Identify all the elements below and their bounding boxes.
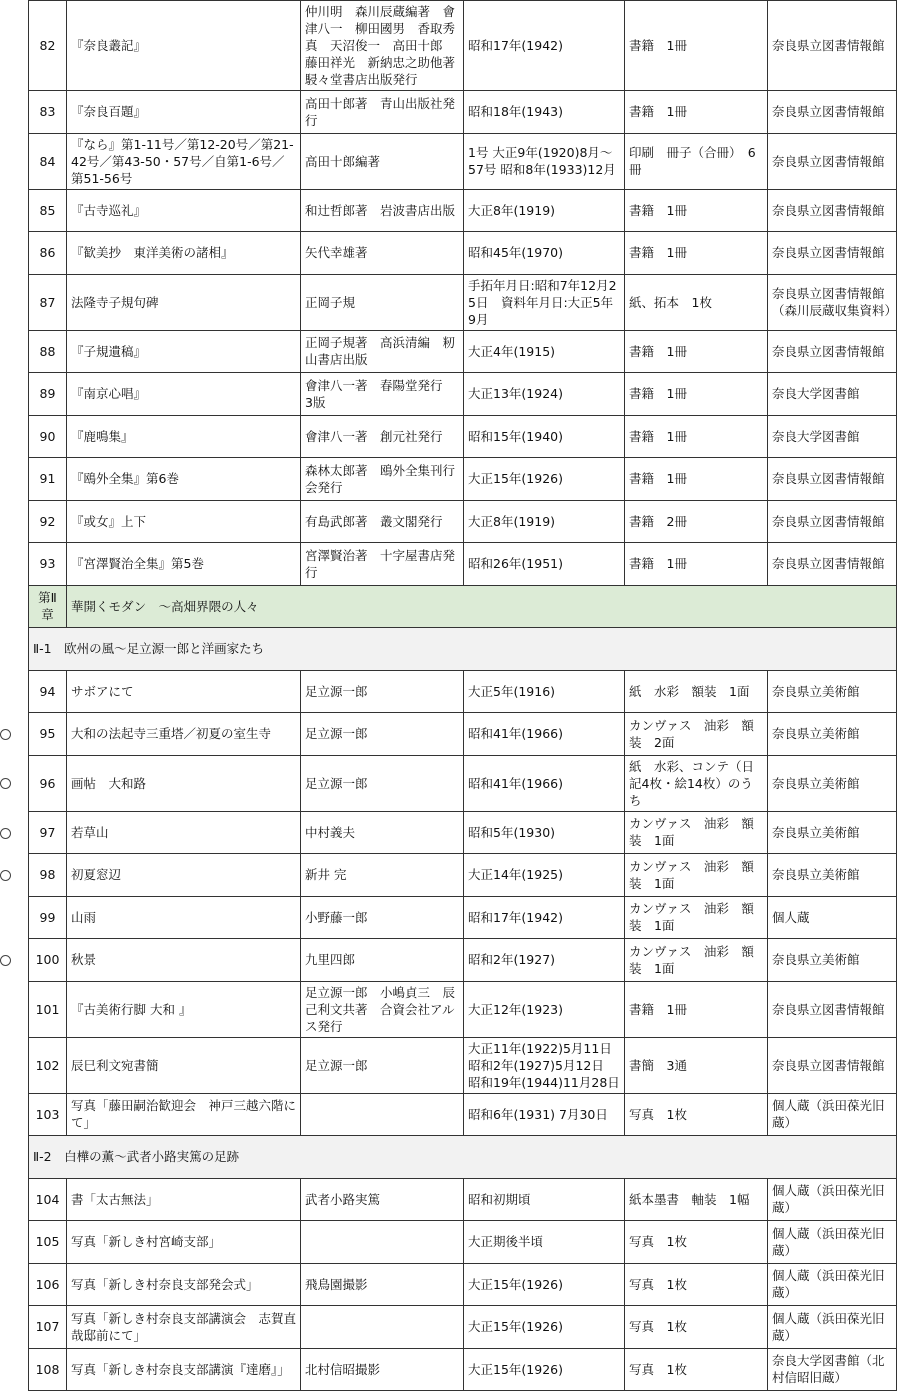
item-material: 書籍 1冊 xyxy=(625,1,768,91)
item-date: 大正15年(1926) xyxy=(464,1348,625,1391)
item-author xyxy=(301,1306,464,1349)
item-owner: 奈良県立美術館 xyxy=(768,713,897,756)
item-owner: 奈良県立図書情報館 xyxy=(768,330,897,373)
item-author: 九里四郎 xyxy=(301,939,464,982)
item-date: 大正15年(1926) xyxy=(464,1306,625,1349)
item-material: 紙、拓本 1枚 xyxy=(625,274,768,330)
item-author: 會津八一著 春陽堂発行 3版 xyxy=(301,373,464,416)
item-title: 『古美術行脚 大和 』 xyxy=(67,981,301,1037)
item-title: 大和の法起寺三重塔／初夏の室生寺 xyxy=(67,713,301,756)
item-date: 昭和15年(1940) xyxy=(464,415,625,458)
item-number: 97 xyxy=(29,811,67,854)
item-number: 100 xyxy=(29,939,67,982)
table-row xyxy=(29,670,897,713)
item-date: 大正12年(1923) xyxy=(464,981,625,1037)
item-title: 写真「新しき村奈良支部講演会 志賀直哉邸前にて」 xyxy=(67,1306,301,1349)
item-number: 85 xyxy=(29,189,67,232)
item-number: 107 xyxy=(29,1306,67,1349)
item-material: カンヴァス 油彩 額装 1面 xyxy=(625,854,768,897)
table-row xyxy=(29,755,897,811)
item-owner: 奈良県立図書情報館 xyxy=(768,458,897,501)
item-number: 101 xyxy=(29,981,67,1037)
table-row xyxy=(29,981,897,1037)
item-number: 96 xyxy=(29,755,67,811)
section-title: Ⅱ-2 白樺の薫〜武者小路実篤の足跡 xyxy=(29,1136,897,1179)
item-material: 写真 1枚 xyxy=(625,1306,768,1349)
item-author: 小野藤一郎 xyxy=(301,896,464,939)
item-material: 紙 水彩 額装 1面 xyxy=(625,670,768,713)
table-row xyxy=(29,1,897,91)
item-author: 正岡子規著 高浜清編 籾山書店出版 xyxy=(301,330,464,373)
item-number: 99 xyxy=(29,896,67,939)
item-owner: 奈良県立図書情報館 xyxy=(768,981,897,1037)
table-row xyxy=(29,330,897,373)
item-owner: 奈良県立美術館 xyxy=(768,811,897,854)
item-author xyxy=(301,1221,464,1264)
item-owner: 個人蔵（浜田葆光旧蔵） xyxy=(768,1263,897,1306)
item-title: 書「太古無法」 xyxy=(67,1178,301,1221)
item-material: 写真 1枚 xyxy=(625,1093,768,1136)
item-author: 飛鳥園撮影 xyxy=(301,1263,464,1306)
item-owner: 奈良県立図書情報館 xyxy=(768,133,897,189)
item-title: サボアにて xyxy=(67,670,301,713)
item-date: 昭和2年(1927) xyxy=(464,939,625,982)
item-title: 『鹿鳴集』 xyxy=(67,415,301,458)
item-title: 写真「新しき村奈良支部発会式」 xyxy=(67,1263,301,1306)
item-title: 『南京心唱』 xyxy=(67,373,301,416)
table-row xyxy=(29,811,897,854)
item-author: 新井 完 xyxy=(301,854,464,897)
table-row xyxy=(29,91,897,134)
item-date: 昭和17年(1942) xyxy=(464,1,625,91)
item-title: 法隆寺子規句碑 xyxy=(67,274,301,330)
item-material: 写真 1枚 xyxy=(625,1263,768,1306)
item-author: 正岡子規 xyxy=(301,274,464,330)
selection-circle-icon xyxy=(0,729,11,740)
item-date: 昭和18年(1943) xyxy=(464,91,625,134)
item-date: 大正5年(1916) xyxy=(464,670,625,713)
item-date: 昭和5年(1930) xyxy=(464,811,625,854)
item-title: 若草山 xyxy=(67,811,301,854)
table-row xyxy=(29,543,897,586)
item-owner: 奈良県立図書情報館 xyxy=(768,500,897,543)
item-author: 和辻哲郎著 岩波書店出版 xyxy=(301,189,464,232)
table-row xyxy=(29,1093,897,1136)
section-heading-row xyxy=(29,1136,897,1179)
item-date: 昭和初期頃 xyxy=(464,1178,625,1221)
item-number: 93 xyxy=(29,543,67,586)
item-material: 写真 1枚 xyxy=(625,1348,768,1391)
item-material: 印刷 冊子（合冊） 6冊 xyxy=(625,133,768,189)
item-owner: 奈良大学図書館 xyxy=(768,415,897,458)
section-title: Ⅱ-1 欧州の風〜足立源一郎と洋画家たち xyxy=(29,628,897,671)
item-number: 102 xyxy=(29,1037,67,1093)
item-title: 初夏窓辺 xyxy=(67,854,301,897)
item-number: 103 xyxy=(29,1093,67,1136)
item-owner: 個人蔵 xyxy=(768,896,897,939)
item-title: 『或女』上下 xyxy=(67,500,301,543)
item-material: 書籍 1冊 xyxy=(625,415,768,458)
item-author: 高田十郎編著 xyxy=(301,133,464,189)
item-date: 昭和41年(1966) xyxy=(464,755,625,811)
item-author: 中村義夫 xyxy=(301,811,464,854)
item-number: 83 xyxy=(29,91,67,134)
table-row xyxy=(29,896,897,939)
item-material: 書籍 1冊 xyxy=(625,543,768,586)
table-row xyxy=(29,133,897,189)
item-owner: 奈良県立図書情報館 xyxy=(768,543,897,586)
item-date: 大正4年(1915) xyxy=(464,330,625,373)
table-row xyxy=(29,1178,897,1221)
item-material: カンヴァス 油彩 額装 2面 xyxy=(625,713,768,756)
item-date: 大正13年(1924) xyxy=(464,373,625,416)
item-owner: 奈良県立図書情報館 xyxy=(768,232,897,275)
item-owner: 奈良県立図書情報館（森川辰蔵収集資料） xyxy=(768,274,897,330)
item-author: 森林太郎著 鴎外全集刊行会発行 xyxy=(301,458,464,501)
item-author: 高田十郎著 青山出版社発行 xyxy=(301,91,464,134)
item-author: 北村信昭撮影 xyxy=(301,1348,464,1391)
table-row xyxy=(29,373,897,416)
item-date: 大正15年(1926) xyxy=(464,458,625,501)
table-row xyxy=(29,458,897,501)
item-author: 宮澤賢治著 十字屋書店発行 xyxy=(301,543,464,586)
item-date: 大正15年(1926) xyxy=(464,1263,625,1306)
item-material: 書籍 1冊 xyxy=(625,373,768,416)
item-number: 84 xyxy=(29,133,67,189)
item-owner: 奈良県立図書情報館 xyxy=(768,189,897,232)
item-material: カンヴァス 油彩 額装 1面 xyxy=(625,896,768,939)
item-owner: 個人蔵（浜田葆光旧蔵） xyxy=(768,1221,897,1264)
table-row xyxy=(29,274,897,330)
item-title: 『歓美抄 東洋美術の諸相』 xyxy=(67,232,301,275)
item-author: 足立源一郎 xyxy=(301,670,464,713)
item-date: 1号 大正9年(1920)8月〜57号 昭和8年(1933)12月 xyxy=(464,133,625,189)
item-number: 87 xyxy=(29,274,67,330)
item-owner: 奈良県立図書情報館 xyxy=(768,1037,897,1093)
item-date: 大正8年(1919) xyxy=(464,500,625,543)
item-title: 『なら』第1-11号／第12-20号／第21-42号／第43-50・57号／自第1-6号／第51-56号 xyxy=(67,133,301,189)
item-owner: 奈良大学図書館（北村信昭旧蔵） xyxy=(768,1348,897,1391)
item-number: 98 xyxy=(29,854,67,897)
item-owner: 奈良県立美術館 xyxy=(768,755,897,811)
item-date: 大正14年(1925) xyxy=(464,854,625,897)
item-number: 105 xyxy=(29,1221,67,1264)
item-material: 書籍 1冊 xyxy=(625,458,768,501)
item-author: 足立源一郎 小嶋貞三 辰己利文共著 合資会社アルス発行 xyxy=(301,981,464,1037)
item-owner: 奈良県立図書情報館 xyxy=(768,1,897,91)
item-title: 『子規遺稿』 xyxy=(67,330,301,373)
item-material: 書籍 2冊 xyxy=(625,500,768,543)
item-author: 有島武郎著 叢文閣発行 xyxy=(301,500,464,543)
item-owner: 奈良大学図書館 xyxy=(768,373,897,416)
item-owner: 奈良県立図書情報館 xyxy=(768,91,897,134)
item-date: 大正期後半頃 xyxy=(464,1221,625,1264)
item-number: 91 xyxy=(29,458,67,501)
item-author: 仲川明 森川辰蔵編著 會津八一 柳田國男 香取秀真 天沼俊一 高田十郎 藤田祥光 新納忠之助他著 駸々堂書店出版発行 xyxy=(301,1,464,91)
item-date: 昭和45年(1970) xyxy=(464,232,625,275)
item-author: 足立源一郎 xyxy=(301,713,464,756)
item-author: 矢代幸雄著 xyxy=(301,232,464,275)
item-title: 『奈良百題』 xyxy=(67,91,301,134)
item-author: 武者小路実篤 xyxy=(301,1178,464,1221)
chapter-title: 華開くモダン 〜高畑界隈の人々 xyxy=(67,585,897,628)
table-row xyxy=(29,189,897,232)
selection-circle-icon xyxy=(0,870,11,881)
item-number: 86 xyxy=(29,232,67,275)
table-row xyxy=(29,713,897,756)
item-material: 紙 水彩、コンテ（日記4枚・絵14枚）のうち xyxy=(625,755,768,811)
item-title: 画帖 大和路 xyxy=(67,755,301,811)
item-number: 92 xyxy=(29,500,67,543)
selection-marks xyxy=(0,0,24,1280)
item-number: 90 xyxy=(29,415,67,458)
section-heading-row xyxy=(29,628,897,671)
item-owner: 個人蔵（浜田葆光旧蔵） xyxy=(768,1306,897,1349)
item-date: 昭和17年(1942) xyxy=(464,896,625,939)
item-material: 書籍 1冊 xyxy=(625,91,768,134)
chapter-number: 第Ⅱ章 xyxy=(29,585,67,628)
item-owner: 個人蔵（浜田葆光旧蔵） xyxy=(768,1178,897,1221)
chapter-heading-row xyxy=(29,585,897,628)
item-date: 昭和41年(1966) xyxy=(464,713,625,756)
selection-circle-icon xyxy=(0,955,11,966)
item-title: 辰巳利文宛書簡 xyxy=(67,1037,301,1093)
item-author: 足立源一郎 xyxy=(301,755,464,811)
item-title: 写真「新しき村宮崎支部」 xyxy=(67,1221,301,1264)
item-material: カンヴァス 油彩 額装 1面 xyxy=(625,939,768,982)
selection-circle-icon xyxy=(0,778,11,789)
item-owner: 奈良県立美術館 xyxy=(768,854,897,897)
table-row xyxy=(29,415,897,458)
item-author: 會津八一著 創元社発行 xyxy=(301,415,464,458)
item-number: 104 xyxy=(29,1178,67,1221)
item-title: 『鴎外全集』第6巻 xyxy=(67,458,301,501)
item-number: 89 xyxy=(29,373,67,416)
item-author xyxy=(301,1093,464,1136)
item-title: 『古寺巡礼』 xyxy=(67,189,301,232)
exhibit-catalog-table xyxy=(28,0,897,1391)
item-owner: 奈良県立美術館 xyxy=(768,939,897,982)
item-material: 書簡 3通 xyxy=(625,1037,768,1093)
item-material: 書籍 1冊 xyxy=(625,189,768,232)
item-number: 95 xyxy=(29,713,67,756)
table-row xyxy=(29,1037,897,1093)
item-title: 秋景 xyxy=(67,939,301,982)
item-owner: 個人蔵（浜田葆光旧蔵） xyxy=(768,1093,897,1136)
item-number: 106 xyxy=(29,1263,67,1306)
item-material: 書籍 1冊 xyxy=(625,330,768,373)
table-row xyxy=(29,854,897,897)
item-title: 『宮澤賢治全集』第5巻 xyxy=(67,543,301,586)
item-date: 昭和26年(1951) xyxy=(464,543,625,586)
item-date: 大正11年(1922)5月11日 昭和2年(1927)5月12日 昭和19年(1944)11月28日 xyxy=(464,1037,625,1093)
item-date: 手拓年月日:昭和7年12月25日 資料年月日:大正5年9月 xyxy=(464,274,625,330)
table-row xyxy=(29,939,897,982)
item-material: 書籍 1冊 xyxy=(625,232,768,275)
selection-circle-icon xyxy=(0,828,11,839)
item-number: 88 xyxy=(29,330,67,373)
item-author: 足立源一郎 xyxy=(301,1037,464,1093)
item-material: 書籍 1冊 xyxy=(625,981,768,1037)
item-title: 山雨 xyxy=(67,896,301,939)
table-row xyxy=(29,500,897,543)
item-number: 108 xyxy=(29,1348,67,1391)
item-date: 昭和6年(1931) 7月30日 xyxy=(464,1093,625,1136)
item-material: 紙本墨書 軸装 1幅 xyxy=(625,1178,768,1221)
item-title: 『奈良叢記』 xyxy=(67,1,301,91)
item-number: 94 xyxy=(29,670,67,713)
catalog-body xyxy=(29,1,897,1391)
item-owner: 奈良県立美術館 xyxy=(768,670,897,713)
table-row xyxy=(29,1221,897,1264)
item-title: 写真「新しき村奈良支部講演『達磨』」 xyxy=(67,1348,301,1391)
item-title: 写真「藤田嗣治歓迎会 神戸三越六階にて」 xyxy=(67,1093,301,1136)
table-row xyxy=(29,1263,897,1306)
item-date: 大正8年(1919) xyxy=(464,189,625,232)
table-row xyxy=(29,1348,897,1391)
item-number: 82 xyxy=(29,1,67,91)
item-material: 写真 1枚 xyxy=(625,1221,768,1264)
table-row xyxy=(29,232,897,275)
table-row xyxy=(29,1306,897,1349)
item-material: カンヴァス 油彩 額装 1面 xyxy=(625,811,768,854)
